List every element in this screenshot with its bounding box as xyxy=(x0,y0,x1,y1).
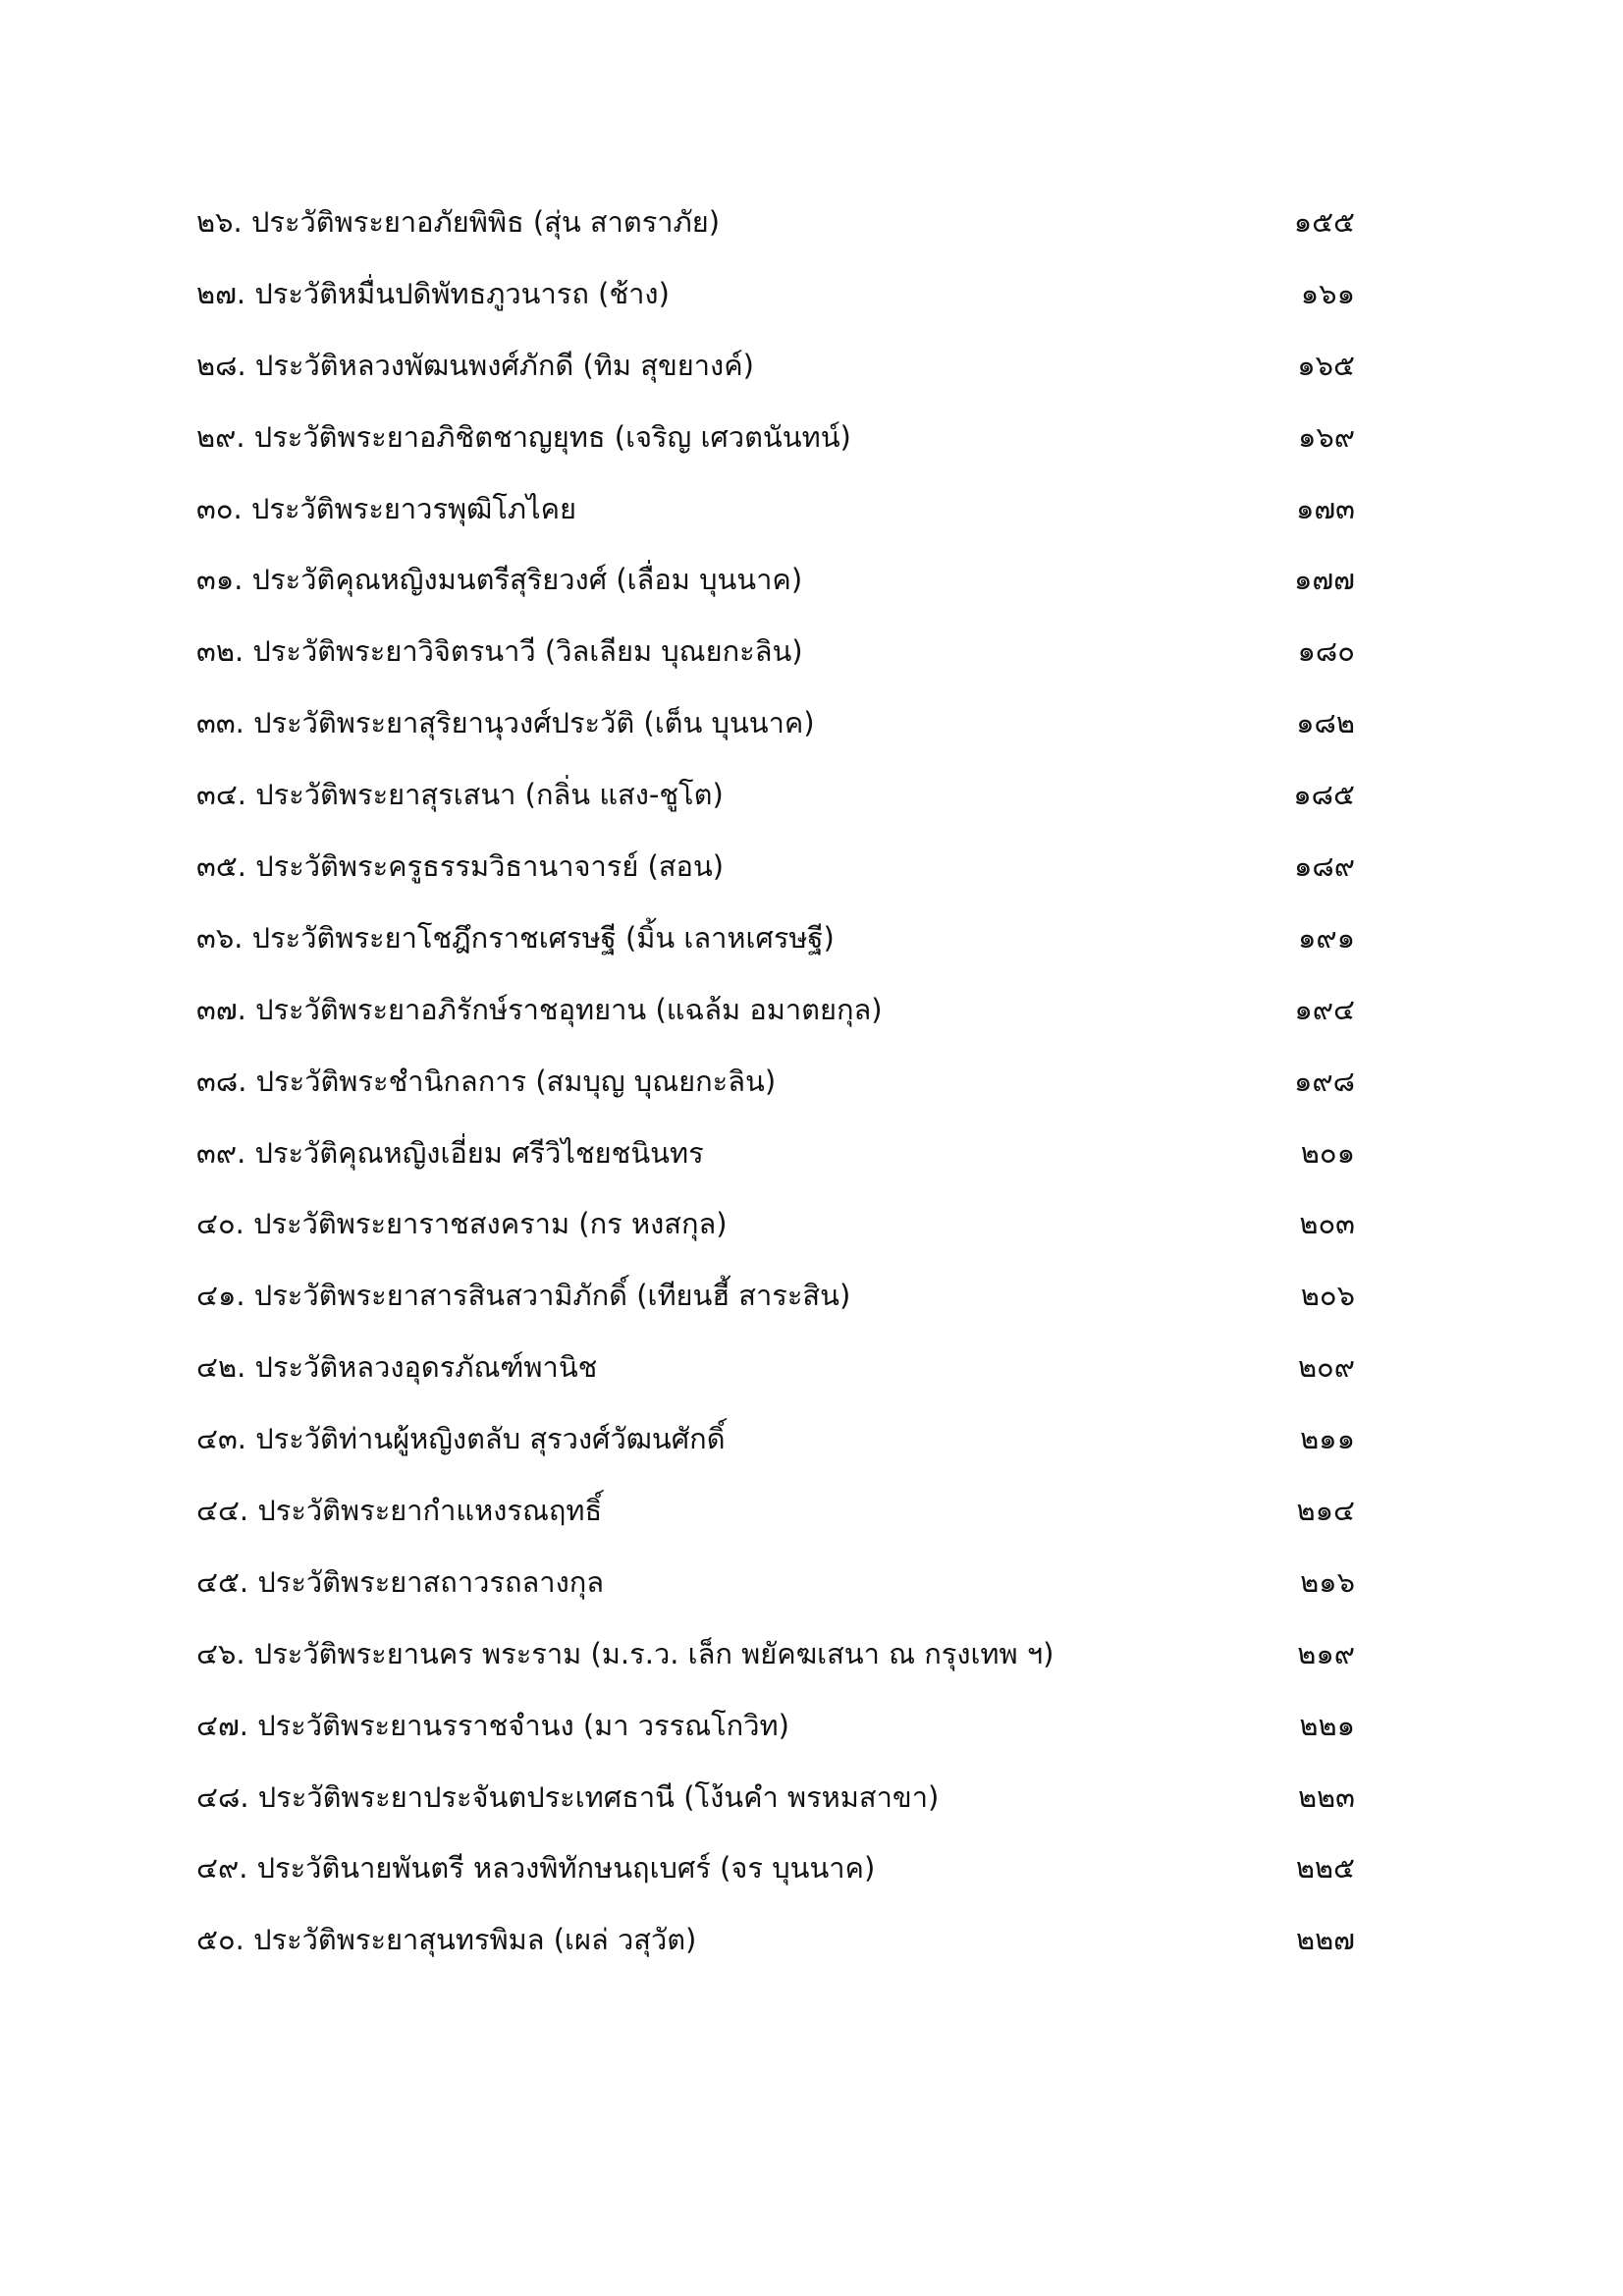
toc-entry-title: ๕๐. ประวัติพระยาสุนทรพิมล (เผล่ วสุวัต) xyxy=(196,1923,697,1957)
toc-row xyxy=(196,765,1355,837)
toc-row xyxy=(196,1910,1355,1982)
toc-row xyxy=(196,1194,1355,1266)
toc-entry-title: ๔๓. ประวัติท่านผู้หญิงตลับ สุรวงศ์วัฒนศักดิ์ xyxy=(196,1422,726,1456)
toc-entry-title: ๓๗. ประวัติพระยาอภิรักษ์ราชอุทยาน (แฉล้ม อมาตยกุล) xyxy=(196,992,883,1026)
toc-page-number: ๒๐๖ xyxy=(1300,1279,1355,1313)
toc-entry-title: ๓๕. ประวัติพระครูธรรมวิธานาจารย์ (สอน) xyxy=(196,849,725,884)
toc-row xyxy=(196,550,1355,622)
toc-row xyxy=(196,408,1355,479)
toc-entry-title: ๔๑. ประวัติพระยาสารสินสวามิภักดิ์ (เทียนฮี้ สาระสิน) xyxy=(196,1279,851,1313)
toc-row xyxy=(196,1052,1355,1123)
toc-entry-title: ๓๖. ประวัติพระยาโชฎึกราชเศรษฐี (มิ้น เลาหเศรษฐี) xyxy=(196,920,835,955)
toc-row xyxy=(196,1838,1355,1910)
toc-page-number: ๒๒๓ xyxy=(1297,1779,1355,1814)
toc-page-number: ๒๑๔ xyxy=(1296,1494,1355,1528)
toc-row xyxy=(196,1768,1355,1839)
toc-page-number: ๑๘๕ xyxy=(1293,778,1355,812)
toc-row xyxy=(196,980,1355,1052)
toc-page-number: ๑๗๓ xyxy=(1295,491,1355,525)
toc-row xyxy=(196,1338,1355,1409)
toc-row xyxy=(196,1624,1355,1696)
toc-page-number: ๑๗๗ xyxy=(1293,563,1355,597)
toc-row xyxy=(196,336,1355,408)
toc-entry-title: ๔๗. ประวัติพระยานรราชจำนง (มา วรรณโกวิท) xyxy=(196,1708,789,1742)
toc-page-number: ๒๒๗ xyxy=(1295,1923,1355,1957)
toc-entry-title: ๔๕. ประวัติพระยาสถาวรถลางกุล xyxy=(196,1564,605,1599)
toc-row xyxy=(196,1696,1355,1768)
toc-row xyxy=(196,192,1355,264)
toc-entry-title: ๒๙. ประวัติพระยาอภิชิตชาญยุทธ (เจริญ เศวตนันทน์) xyxy=(196,419,851,454)
toc-row xyxy=(196,908,1355,980)
toc-row xyxy=(196,479,1355,551)
toc-page-number: ๑๘๐ xyxy=(1297,634,1355,669)
table-of-contents xyxy=(196,192,1355,1982)
toc-page-number: ๑๙๑ xyxy=(1297,920,1355,955)
toc-entry-title: ๒๖. ประวัติพระยาอภัยพิพิธ (สุ่น สาตราภัย) xyxy=(196,205,721,239)
toc-page-number: ๒๒๑ xyxy=(1299,1708,1355,1742)
toc-row xyxy=(196,837,1355,908)
toc-page-number: ๑๖๙ xyxy=(1297,419,1355,454)
toc-row xyxy=(196,1266,1355,1338)
toc-page-number: ๑๖๑ xyxy=(1300,276,1355,310)
toc-entry-title: ๔๘. ประวัติพระยาประจันตประเทศธานี (โง้นคำ พรหมสาขา) xyxy=(196,1779,940,1814)
toc-page-number: ๑๘๙ xyxy=(1293,849,1355,884)
toc-entry-title: ๓๓. ประวัติพระยาสุริยานุวงศ์ประวัติ (เต็น บุนนาค) xyxy=(196,706,815,740)
toc-page-number: ๒๑๙ xyxy=(1297,1636,1355,1670)
toc-page-number: ๑๖๕ xyxy=(1297,348,1355,382)
toc-row xyxy=(196,622,1355,693)
toc-row xyxy=(196,1409,1355,1481)
toc-page-number: ๒๒๕ xyxy=(1295,1851,1355,1886)
toc-entry-title: ๔๖. ประวัติพระยานคร พระราม (ม.ร.ว. เล็ก พยัคฆเสนา ณ กรุงเทพ ฯ) xyxy=(196,1636,1055,1670)
toc-entry-title: ๔๒. ประวัติหลวงอุดรภัณฑ์พานิช xyxy=(196,1350,598,1385)
toc-page-number: ๒๐๓ xyxy=(1299,1207,1355,1241)
toc-row xyxy=(196,1553,1355,1624)
toc-entry-title: ๓๐. ประวัติพระยาวรพุฒิโภไคย xyxy=(196,491,577,525)
toc-row xyxy=(196,1481,1355,1553)
toc-page-number: ๒๐๑ xyxy=(1300,1135,1355,1170)
toc-entry-title: ๒๘. ประวัติหลวงพัฒนพงศ์ภักดี (ทิม สุขยางค์) xyxy=(196,348,754,382)
toc-row xyxy=(196,693,1355,765)
toc-page-number: ๑๙๘ xyxy=(1293,1064,1355,1098)
toc-entry-title: ๓๔. ประวัติพระยาสุรเสนา (กลิ่น แสง-ชูโต) xyxy=(196,778,724,812)
toc-page-number: ๒๑๖ xyxy=(1300,1564,1355,1599)
toc-entry-title: ๓๑. ประวัติคุณหญิงมนตรีสุริยวงศ์ (เลื่อม บุนนาค) xyxy=(196,563,803,597)
toc-page-number: ๑๕๕ xyxy=(1293,205,1355,239)
toc-entry-title: ๔๔. ประวัติพระยากำแหงรณฤทธิ์ xyxy=(196,1494,603,1528)
toc-entry-title: ๓๒. ประวัติพระยาวิจิตรนาวี (วิลเลียม บุณยกะลิน) xyxy=(196,634,803,669)
toc-entry-title: ๒๗. ประวัติหมื่นปดิพัทธภูวนารถ (ช้าง) xyxy=(196,276,670,310)
toc-page-number: ๒๑๑ xyxy=(1300,1422,1355,1456)
toc-entry-title: ๔๙. ประวัตินายพันตรี หลวงพิทักษนฤเบศร์ (จร บุนนาค) xyxy=(196,1851,876,1886)
toc-row xyxy=(196,1123,1355,1195)
toc-page-number: ๑๘๒ xyxy=(1296,706,1355,740)
toc-row xyxy=(196,264,1355,336)
toc-page-number: ๑๙๔ xyxy=(1294,992,1355,1026)
toc-entry-title: ๔๐. ประวัติพระยาราชสงคราม (กร หงสกุล) xyxy=(196,1207,728,1241)
toc-page-number: ๒๐๙ xyxy=(1297,1350,1355,1385)
toc-entry-title: ๓๘. ประวัติพระชำนิกลการ (สมบุญ บุณยกะลิน) xyxy=(196,1064,777,1098)
toc-entry-title: ๓๙. ประวัติคุณหญิงเอี่ยม ศรีวิไชยชนินทร xyxy=(196,1135,704,1170)
